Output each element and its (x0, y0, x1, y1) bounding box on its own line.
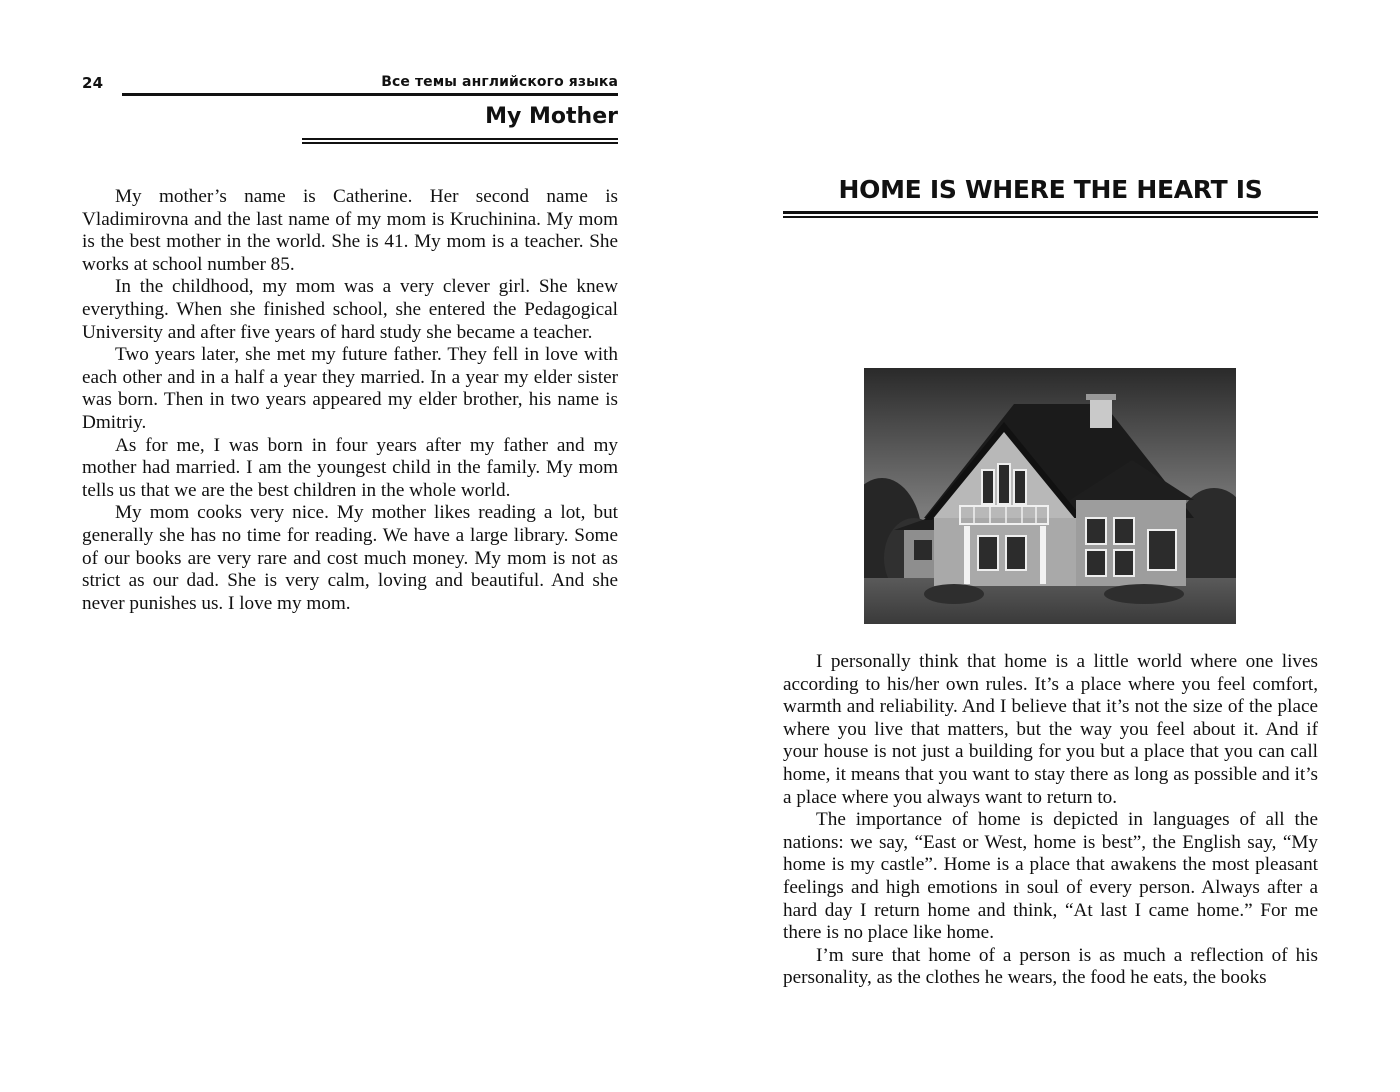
left-body-text (82, 186, 618, 615)
paragraph: In the childhood, my mom was a very clever girl. She knew everything. When she finished school, she entered the Pedagogical University and after five years of hard study she became a teacher. (82, 276, 618, 343)
paragraph: I’m sure that home of a person is as much a reflection of his personality, as the clothes he wears, the food he eats, the books (783, 944, 1318, 989)
paragraph: As for me, I was born in four years after my father and my mother had married. I am the youngest child in the family. My mom tells us that we are the best children in the whole world. (82, 434, 618, 501)
chapter-title-home: HOME IS WHERE THE HEART IS (838, 175, 1263, 204)
paragraph: My mother’s name is Catherine. Her second name is Vladimirovna and the last name of my mom is Kruchinina. My mom is the best mother in the world. She is 41. My mom is a teacher. She works at school number 85. (82, 186, 618, 275)
running-head: Все темы английского языка (381, 74, 618, 90)
paragraph: The importance of home is depicted in languages of all the nations: we say, “East or West, home is best”, the English say, “My home is my castle”. Home is a place that awakens the most pleasant feelings and high emotions in soul of every person. Always after a hard day I return home and think, “At last I came home.” For me there is no place like home. (783, 809, 1318, 944)
house-photo (864, 368, 1236, 624)
chapter-title-rule (302, 138, 618, 144)
paragraph: My mom cooks very nice. My mother likes reading a lot, but generally she has no time for reading. We have a large library. Some of our books are very rare and cost much money. My mom is not as strict as our dad. She is very calm, loving and beautiful. And she never punishes us. I love my mom. (82, 502, 618, 614)
chapter-title-rule (783, 211, 1318, 218)
running-head-rule (122, 93, 618, 96)
paragraph: Two years later, she met my future father. They fell in love with each other and in a half a year they married. In a year my elder sister was born. Then in two years appeared my elder brother, his name is Dmitriy. (82, 344, 618, 433)
page-number: 24 (82, 74, 104, 92)
right-body-text (783, 651, 1318, 990)
paragraph: I personally think that home is a little world where one lives according to his/her own rules. It’s a place where you feel comfort, warmth and reliability. And I believe that it’s not the size of the place where you live that matters, but the way you feel about it. And if your house is not just a building for you but a place that you can call home, it means that you want to stay there as long as possible and it’s a place where you always want to return to. (783, 651, 1318, 808)
chapter-title-my-mother: My Mother (485, 104, 618, 129)
